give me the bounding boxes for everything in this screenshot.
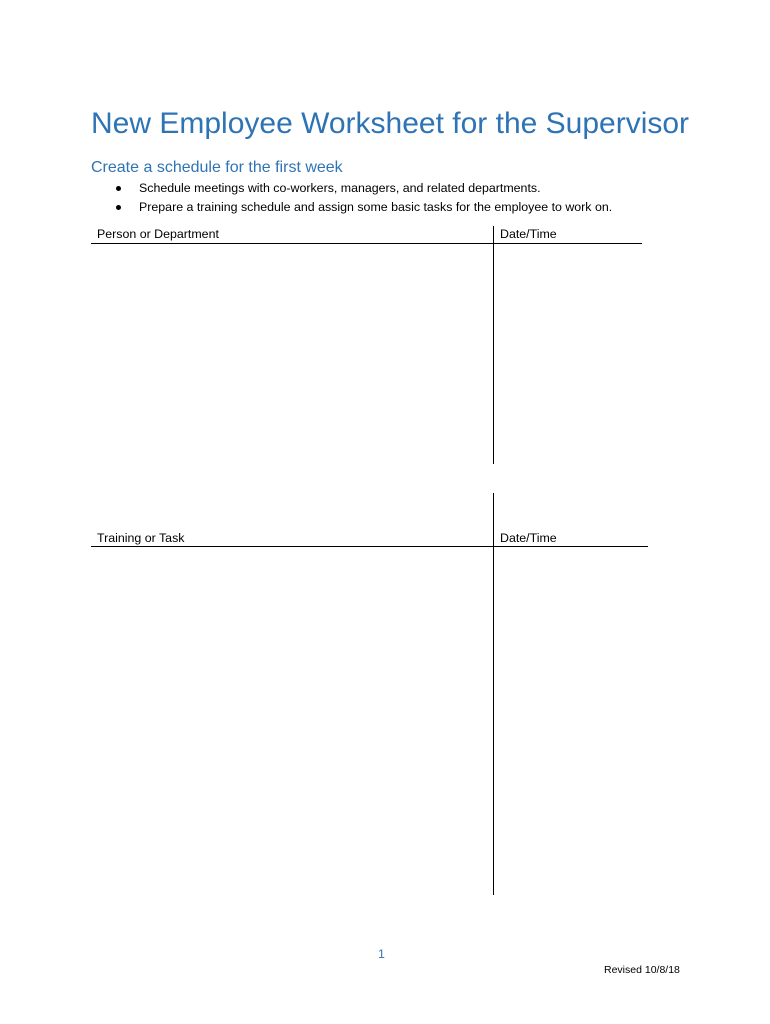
training-header-rule — [91, 546, 648, 547]
meetings-datetime-header: Date/Time — [500, 227, 557, 241]
page-title: New Employee Worksheet for the Supervisor — [91, 107, 690, 140]
training-datetime-header: Date/Time — [500, 531, 557, 545]
training-or-task-header: Training or Task — [97, 531, 185, 545]
person-or-department-header: Person or Department — [97, 227, 219, 241]
list-item-text: Prepare a training schedule and assign some basic tasks for the employee to work on. — [139, 200, 613, 214]
list-item-text: Schedule meetings with co-workers, managers, and related departments. — [139, 181, 541, 195]
bullet-icon — [116, 205, 121, 210]
bullet-icon — [116, 186, 121, 191]
section-heading: Create a schedule for the first week — [91, 159, 343, 176]
list-item — [116, 198, 612, 217]
meetings-header-rule — [91, 243, 642, 244]
revision-date: Revised 10/8/18 — [604, 964, 680, 976]
bullet-list — [116, 179, 612, 217]
page-number: 1 — [378, 947, 385, 961]
meetings-column-divider — [493, 226, 494, 464]
list-item — [116, 179, 612, 198]
training-column-divider — [493, 493, 494, 895]
